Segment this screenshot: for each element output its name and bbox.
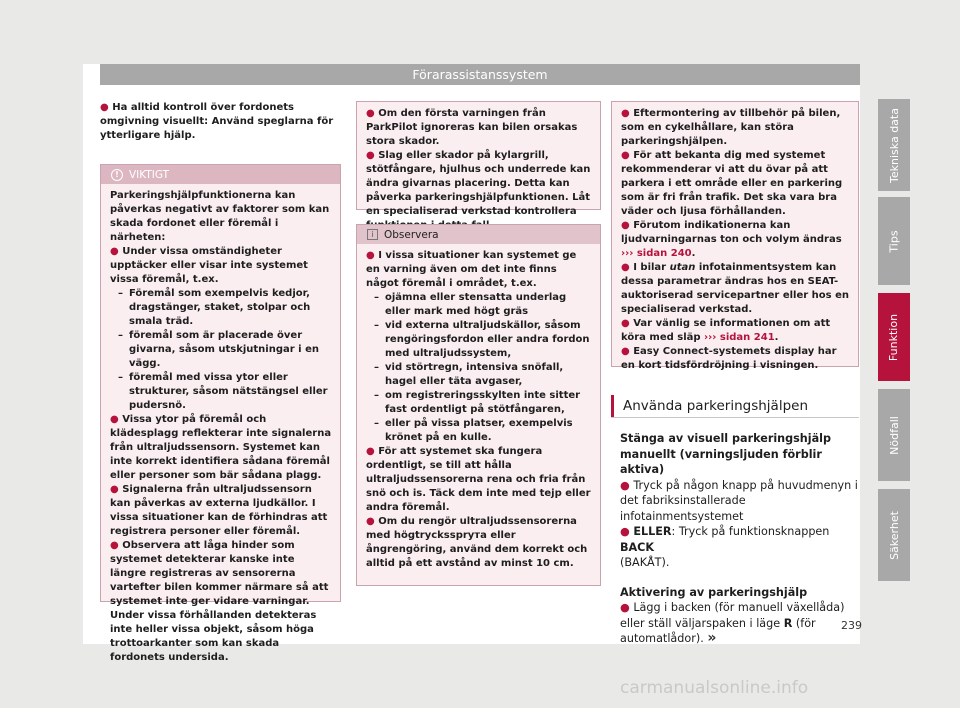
- tab-label: Nödfall: [887, 415, 901, 455]
- page-link-241[interactable]: [704, 332, 775, 343]
- note-bullet-text: För att systemet ska fungera ordentligt, se till att hålla ultraljudssensorerna rena och fria från snö och is. Täck dem inte med tejp eller andra föremål.: [366, 446, 591, 513]
- step-paragraph: ● Tryck på någon knapp på huvudmenyn i det fabriksinstallerade infotainmentsystemet: [620, 478, 858, 523]
- info-bullet-text: Förutom indikationerna kan ljudvarningarnas ton och volym ändras: [621, 220, 842, 245]
- step-emphasis: ELLER: [633, 525, 672, 538]
- warning-dash-text: föremål som är placerade över givarna, såsom utskjutningar i en vägg.: [129, 330, 319, 369]
- info-bullet: ● Eftermontering av tillbehör på bilen, som en cykelhållare, kan störa parkeringshjälpen.: [621, 108, 841, 147]
- note-dash: – ojämna eller stensatta underlag eller mark med högt gräs: [374, 292, 567, 317]
- note-title: Observera: [384, 228, 439, 241]
- warning-bullet-text: Under vissa omständigheter upptäcker eller visar inte systemet vissa föremål, t.ex.: [110, 246, 308, 285]
- note-bullet: ● Om du rengör ultraljudssensorerna med högtryckssprута eller ångrengöring, använd dem korrekt och alltid på ett avstånd av minst 10 cm.: [366, 516, 588, 569]
- info-bullet-text: Var vänlig se informationen om att köra med släp: [621, 318, 831, 343]
- warning-bullet-text: Signalerna från ultraljudssensorn kan påverkas av externa ljudkällor. I vissa situationer kan de förhindras att registrera personer eller föremål.: [110, 484, 328, 537]
- note-bullet: ● För att systemet ska fungera ordentligt, se till att hålla ultraljudssensorerna rena och fria från snö och is. Täck dem inte med tejp eller andra föremål.: [366, 446, 591, 513]
- subheading-disable: Stänga av visuell parkeringshjälp manuellt (varningsljuden förblir aktiva): [620, 432, 831, 476]
- caution-bullet: ● Om den första varningen från ParkPilot ignoreras kan bilen orsakas stora skador.: [366, 108, 578, 147]
- link-text: sidan 240: [636, 248, 692, 259]
- warning-dash-text: Föremål som exempelvis kedjor, dragstänger, staket, stolpar och smala träd.: [129, 288, 311, 327]
- section-divider: [611, 417, 859, 418]
- caution-bullet-text: Slag eller skador på kylargrill, stötfångare, hjulhus och underrede kan ändra givarnas placering. Detta kan påverka parkeringshjälpfunktionen. Låt en specialiserad verkstad kontrollera: [366, 150, 591, 217]
- page-number: 239: [841, 619, 862, 632]
- info-bullet-text: Easy Connect-systemets display har en kort tidsfördröjning i visningen.: [621, 346, 837, 371]
- link-arrows: ›››: [621, 248, 634, 259]
- step-text: (BAKÅT).: [620, 556, 670, 569]
- intro-paragraph: ● Ha alltid kontroll över fordonets omgivning visuellt: Använd speglarna för ytterligare hjälp.: [100, 102, 334, 141]
- note-dash-text: ojämna eller stensatta underlag eller mark med högt gräs: [385, 292, 567, 317]
- info-bullet: ● För att bekanta dig med systemet rekommenderar vi att du övar på att parkera i ett område eller en parkering som är fri från trafik. Det ska vara bra väder och ljusa förhållanden.: [621, 150, 843, 217]
- note-bullet-text: Om du rengör ultraljudssensorerna med högtryckssprута eller ångrengöring, använd dem korrekt och alltid på ett avstånd av minst 10 cm.: [366, 516, 588, 569]
- warning-intro: Parkeringshjälpfunktionerna kan påverkas negativt av faktorer som kan skada fordonet eller föremål i närheten:: [110, 190, 330, 243]
- section-title: Använda parkeringshjälpen: [611, 395, 859, 417]
- step-paragraph: ● ELLER: Tryck på funktionsknappen BACK (BAKÅT).: [620, 525, 830, 569]
- step-text: (för automatlådor).: [620, 616, 816, 645]
- info-bullet-text: För att bekanta dig med systemet rekommenderar vi att du övar på att parkera i ett område eller en parkering som är fri från trafik. Det ska vara bra väder och ljusa förhållanden.: [621, 150, 843, 217]
- step-text: Tryck på någon knapp på huvudmenyn i det fabriksinstallerade infotainmentsystemet: [620, 478, 858, 523]
- tab-funktion[interactable]: [878, 293, 910, 381]
- note-dash: – vid externa ultraljudskällor, såsom rengöringsfordon eller andra fordon med ultraljudssystem,: [374, 320, 590, 359]
- note-bullet-text: I vissa situationer kan systemet ge en varning även om det inte finns något föremål i området, t.ex.: [366, 250, 577, 289]
- tab-sakerhet[interactable]: [878, 489, 910, 581]
- info-emphasis: utan: [669, 262, 696, 273]
- warning-bullet: ● Vissa ytor på föremål och klädesplagg reflekterar inte signalerna från ultraljudssensorn. Systemet kan inte korrekt identifiera sådana föremål eller personer som bär sådana plagg.: [110, 414, 332, 481]
- warning-icon: !: [111, 169, 123, 181]
- warning-dash: – föremål med vissa ytor eller strukturer, såsom nätstängsel eller pudersnö.: [118, 372, 328, 411]
- note-dash-text: om registreringsskylten inte sitter fast ordentligt på stötfångaren,: [385, 390, 581, 415]
- warning-bullet-text: Vissa ytor på föremål och klädesplagg reflekterar inte signalerna från ultraljudssensorn. Systemet kan inte korrekt identifiera sådana föremål eller personer som bär sådana plagg.: [110, 414, 332, 481]
- info-bullet-text: Eftermontering av tillbehör på bilen, som en cykelhållare, kan störa parkeringshjälpen.: [621, 108, 841, 147]
- tab-label: Funktion: [887, 313, 901, 361]
- warning-dash: – föremål som är placerade över givarna, såsom utskjutningar i en vägg.: [118, 330, 319, 369]
- warning-bullet: ● Observera att låga hinder som systemet detekterar kanske inte längre registreras av sensorerna vartefter bilen kommer närmare så att systemet inte ger vidare varningar. Under vissa förhållanden detekteras inte heller vissa objekt, såsom höga trottoarkanter som kan skada fordonets undersida.: [110, 540, 329, 663]
- info-bullet-text: I bilar: [633, 262, 667, 273]
- step-text: Lägg i backen (för manuell växellåda) eller ställ väljarspaken i läge: [620, 601, 845, 630]
- info-bullet: ● I bilar utan infotainmentsystem kan dessa parametrar ändras hos en SEAT-auktoriserad servicepartner eller hos en specialiserad verkstad.: [621, 262, 849, 315]
- tab-label: Tips: [887, 229, 901, 253]
- warning-dash: – Föremål som exempelvis kedjor, dragstänger, staket, stolpar och smala träd.: [118, 288, 311, 327]
- intro-bullet: Ha alltid kontroll över fordonets omgivning visuellt: Använd speglarna för ytterligare hjälp.: [100, 102, 334, 141]
- warning-header: [101, 165, 340, 184]
- note-dash-text: eller på vissa platser, exempelvis krönet på en kulle.: [385, 418, 573, 443]
- section-body: [620, 431, 860, 647]
- link-arrows: ›››: [704, 332, 717, 343]
- note-icon: i: [367, 229, 378, 240]
- key-label: R: [783, 616, 793, 630]
- continue-marker: »: [707, 630, 717, 646]
- info-bullet: ● Easy Connect-systemets display har en kort tidsfördröjning i visningen.: [621, 346, 837, 371]
- tab-tips[interactable]: [878, 197, 910, 285]
- link-text: sidan 241: [719, 332, 775, 343]
- note-dash: – vid störtregn, intensiva snöfall, hagel eller täta avgaser,: [374, 362, 564, 387]
- header-title: Förarassistanssystem: [412, 67, 548, 82]
- subheading-activate: Aktivering av parkeringshjälp: [620, 585, 808, 599]
- key-label: BACK: [620, 540, 655, 554]
- note-header: [357, 225, 600, 244]
- info-bullet: ● Var vänlig se informationen om att köra med släp ››› sidan 241.: [621, 318, 831, 343]
- warning-box: [100, 164, 341, 663]
- page-header: [100, 64, 860, 85]
- caution-bullet-text: Om den första varningen från ParkPilot ignoreras kan bilen orsakas stora skador.: [366, 108, 578, 147]
- tab-tekniska-data[interactable]: [878, 99, 910, 191]
- warning-bullet: ● Under vissa omständigheter upptäcker eller visar inte systemet vissa föremål, t.ex.: [110, 246, 308, 285]
- info-box: [611, 101, 859, 371]
- note-box: [356, 224, 601, 586]
- warning-dash-text: föremål med vissa ytor eller strukturer, såsom nätstängsel eller pudersnö.: [129, 372, 328, 411]
- note-dash-text: vid externa ultraljudskällor, såsom rengöringsfordon eller andra fordon med ultraljudssystem,: [385, 320, 590, 359]
- caution-bullet: ● Slag eller skador på kylargrill, stötfångare, hjulhus och underrede kan ändra givarnas placering. Detta kan påverka parkeringshjälpfunktionen. Låt en specialiserad verkstad kontrollera: [366, 149, 592, 233]
- info-bullet: ● Förutom indikationerna kan ljudvarningarnas ton och volym ändras ››› sidan 240.: [621, 220, 842, 259]
- page-link-240[interactable]: [621, 248, 692, 259]
- note-bullet: ● I vissa situationer kan systemet ge en varning även om det inte finns något föremål i området, t.ex.: [366, 250, 577, 289]
- warning-bullet-text: Observera att låga hinder som systemet detekterar kanske inte längre registreras av sensorerna vartefter bilen kommer närmare så att systemet inte ger vidare varningar. Under vissa förhållanden detekteras inte heller vissa objekt, såsom höga trottoarkanter som kan skada fordonets undersida.: [110, 540, 329, 663]
- note-dash: – om registreringsskylten inte sitter fast ordentligt på stötfångaren,: [374, 390, 581, 415]
- tab-label: Säkerhet: [887, 510, 901, 560]
- step-text: : Tryck på funktionsknappen: [671, 525, 830, 538]
- watermark: carmanualsonline.info: [620, 678, 809, 698]
- warning-bullet: ● Signalerna från ultraljudssensorn kan påverkas av externa ljudkällor. I vissa situationer kan de förhindras att registrera personer eller föremål.: [110, 484, 328, 537]
- caution-box: [356, 101, 601, 217]
- note-dash-text: vid störtregn, intensiva snöfall, hagel eller täta avgaser,: [385, 362, 564, 387]
- tab-label: Tekniska data: [887, 107, 901, 183]
- note-dash: – eller på vissa platser, exempelvis krönet på en kulle.: [374, 418, 573, 443]
- warning-title: VIKTIGT: [129, 168, 170, 181]
- info-bullet-text: infotainmentsystem kan dessa parametrar ändras hos en SEAT-auktoriserad servicepartner eller hos en specialiserad verkstad.: [621, 262, 849, 315]
- tab-nodfall[interactable]: [878, 389, 910, 481]
- step-paragraph: ● Lägg i backen (för manuell växellåda) eller ställ väljarspaken i läge R (för automatlådor). »: [620, 601, 845, 646]
